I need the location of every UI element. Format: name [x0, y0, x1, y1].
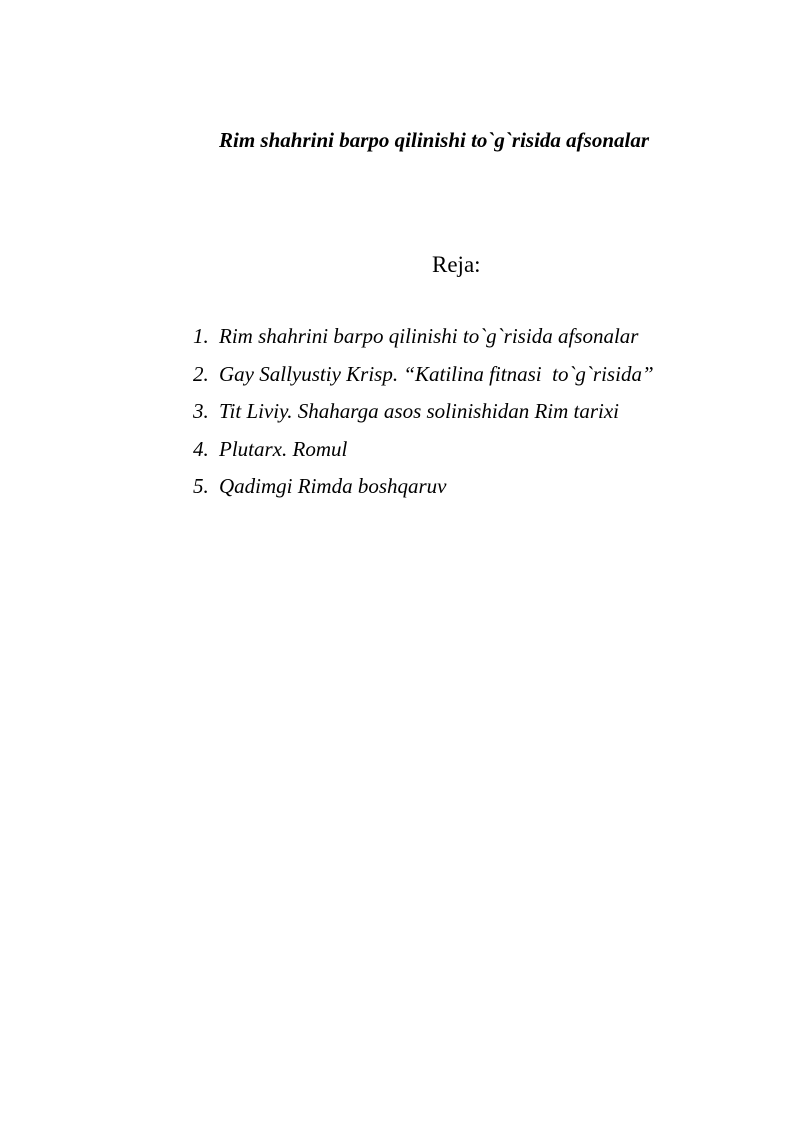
plan-item-number: 5. — [193, 474, 209, 498]
plan-item-text: Rim shahrini barpo qilinishi to`g`risida afsonalar — [219, 324, 639, 348]
document-title: Rim shahrini barpo qilinishi to`g`risida afsonalar — [219, 128, 650, 152]
plan-item-5 — [193, 472, 654, 510]
plan-heading: Reja: — [432, 252, 481, 277]
plan-item-1 — [193, 322, 654, 360]
plan-item-4 — [193, 435, 654, 473]
plan-item-3 — [193, 397, 654, 435]
plan-list — [193, 322, 654, 510]
plan-item-text: Gay Sallyustiy Krisp. “Katilina fitnasi to`g`risida” — [219, 361, 654, 386]
plan-item-text: Plutarx. Romul — [219, 436, 348, 461]
plan-item-text: Qadimgi Rimda boshqaruv — [219, 474, 447, 498]
plan-item-number: 2. — [193, 361, 209, 386]
plan-item-number: 1. — [193, 324, 209, 348]
plan-item-number: 4. — [193, 436, 209, 461]
plan-item-text: Tit Liviy. Shaharga asos solinishidan Rim tarixi — [219, 399, 620, 423]
plan-item-2 — [193, 360, 654, 398]
plan-item-number: 3. — [193, 399, 209, 423]
